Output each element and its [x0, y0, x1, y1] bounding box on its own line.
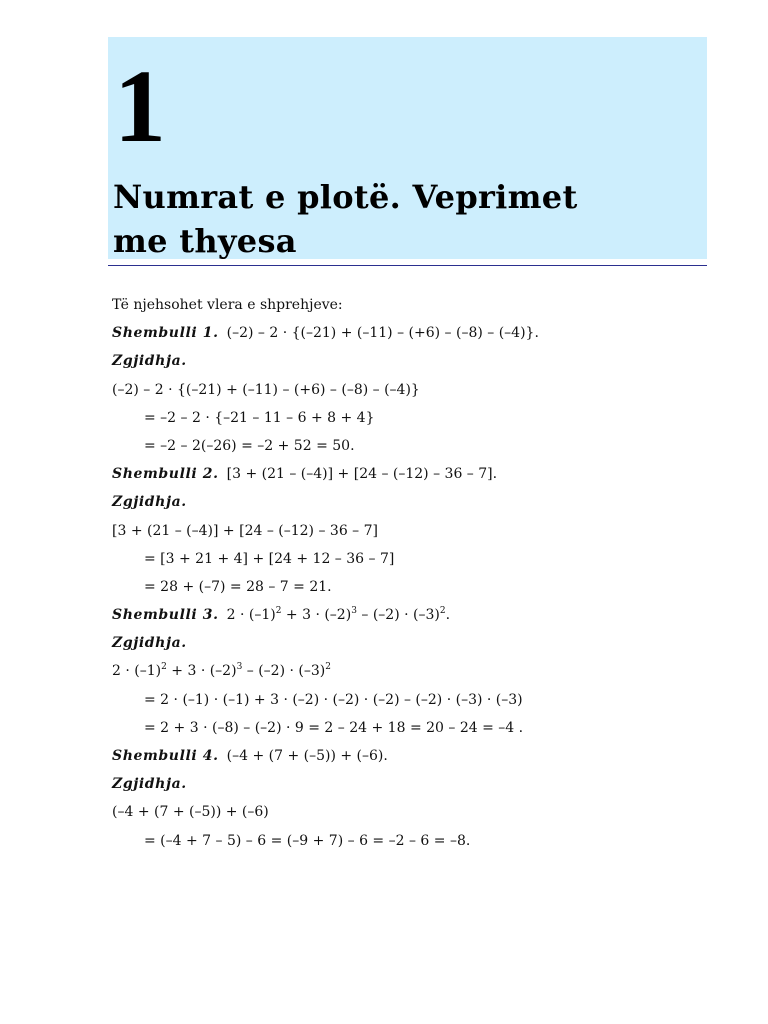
example-1-heading [112, 319, 702, 347]
chapter-title [113, 175, 703, 263]
solution-step: = –2 – 2(–26) = –2 + 52 = 50. [144, 437, 355, 454]
solution-step: = 2 + 3 · (–8) – (–2) · 9 = 2 – 24 + 18 = 20 – 24 = –4 . [144, 719, 524, 736]
chapter-title-line-1: Numrat e plotë. Veprimet [113, 178, 578, 216]
solution-step: = (–4 + 7 – 5) – 6 = (–9 + 7) – 6 = –2 – 6 = –8. [144, 832, 471, 849]
solution-step: = –2 – 2 · {–21 – 11 – 6 + 8 + 4} [144, 409, 375, 426]
chapter-header [108, 37, 707, 259]
example-expression: [3 + (21 – (–4)] + [24 – (–12) – 36 – 7]. [226, 466, 498, 483]
example-label: Shembulli 3. [112, 607, 219, 624]
page-content [112, 291, 702, 855]
example-4-heading [112, 742, 702, 770]
solution-label: Zgjidhja. [112, 353, 187, 370]
solution-step: [3 + (21 – (–4)] + [24 – (–12) – 36 – 7] [112, 522, 378, 539]
solution-step: = 2 · (–1) · (–1) + 3 · (–2) · (–2) · (–2) – (–2) · (–3) · (–3) [144, 691, 523, 708]
example-label: Shembulli 4. [112, 748, 219, 764]
example-expression: $2 \cdot (-1)^2 + 3 \cdot (-2)^3 - (-2) \cdot (-3)^2$. [226, 606, 451, 624]
example-3-heading [112, 601, 702, 629]
solution-step: = 28 + (–7) = 28 – 7 = 21. [144, 578, 332, 595]
solution-label: Zgjidhja. [112, 494, 187, 511]
example-2-heading [112, 460, 702, 488]
solution-step: (–2) – 2 · {(–21) + (–11) – (+6) – (–8) – (–4)} [112, 381, 420, 398]
solution-label: Zgjidhja. [112, 635, 187, 652]
chapter-number: 1 [114, 49, 166, 164]
example-label: Shembulli 1. [112, 325, 219, 342]
header-divider [108, 265, 707, 266]
solution-step: $2 \cdot (-1)^2 + 3 \cdot (-2)^3 - (-2) \cdot (-3)^2$ [112, 662, 331, 680]
solution-step: (–4 + (7 + (–5)) + (–6) [112, 804, 269, 821]
example-expression: (–4 + (7 + (–5)) + (–6). [226, 748, 388, 764]
intro-text: Të njehsohet vlera e shprehjeve: [112, 297, 343, 313]
example-label: Shembulli 2. [112, 466, 219, 483]
example-expression: (–2) – 2 · {(–21) + (–11) – (+6) – (–8) – (–4)}. [226, 325, 539, 342]
solution-label: Zgjidhja. [112, 776, 187, 793]
solution-step: = [3 + 21 + 4] + [24 + 12 – 36 – 7] [144, 550, 395, 567]
chapter-title-line-2: me thyesa [113, 222, 297, 260]
